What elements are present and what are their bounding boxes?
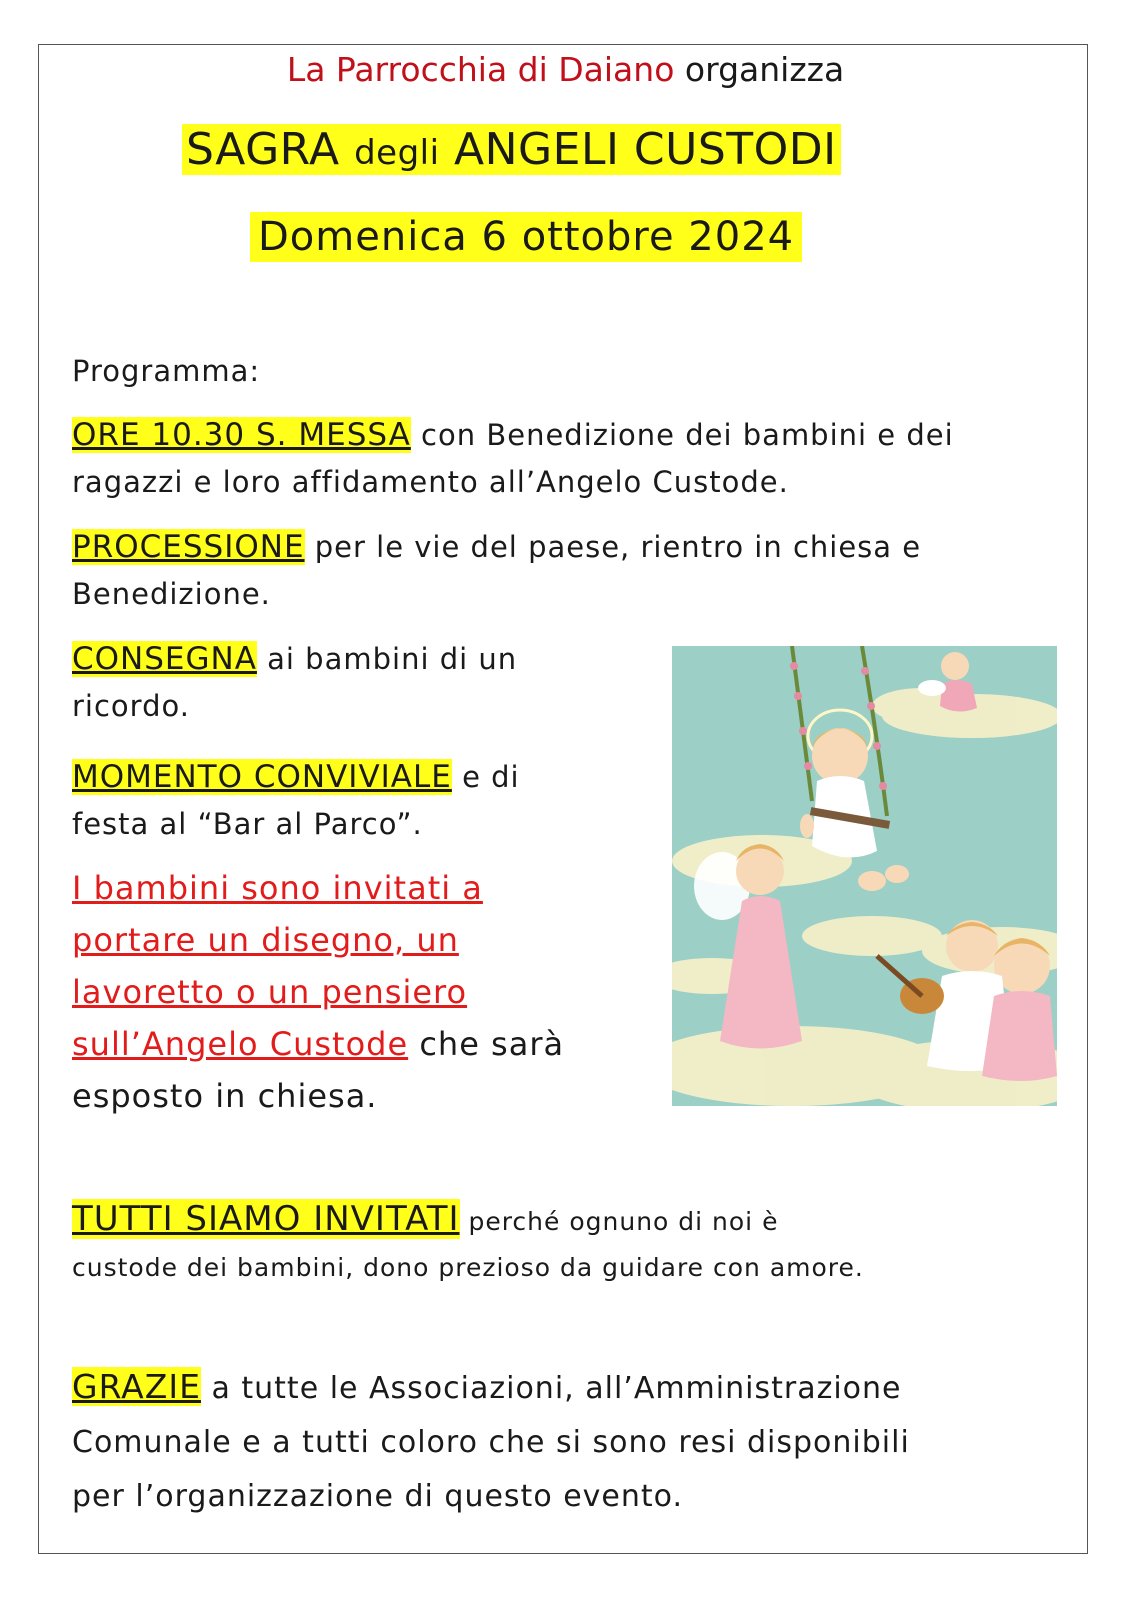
delivery-line1: ai bambini di un <box>256 642 518 676</box>
title-degli: degli <box>354 133 440 173</box>
invite-line5: esposto in chiesa. <box>72 1077 378 1115</box>
procession-line1: per le vie del paese, rientro in chiesa e <box>304 530 922 564</box>
mass-line1: con Benedizione dei bambini e dei <box>410 418 954 452</box>
all-invited-line1: perché ognuno di noi è <box>459 1207 779 1236</box>
guardian-angels-illustration <box>672 646 1057 1106</box>
thanks-keyword: GRAZIE <box>72 1367 201 1406</box>
invite-line4-rest: che sarà <box>408 1025 565 1063</box>
program-item-convivial <box>72 754 652 848</box>
invite-line4-red: sull’Angelo Custode <box>72 1025 409 1063</box>
program-item-mass <box>72 412 1032 506</box>
delivery-keyword: CONSEGNA <box>72 641 257 677</box>
invite-line3: lavoretto o un pensiero <box>72 973 468 1011</box>
event-date: Domenica 6 ottobre 2024 <box>250 212 802 262</box>
convivial-line2: festa al “Bar al Parco”. <box>72 807 423 841</box>
invite-line2: portare un disegno, un <box>72 921 459 959</box>
event-title <box>182 124 841 175</box>
invite-line1: I bambini sono invitati a <box>72 869 483 907</box>
thanks-line1: a tutte le Associazioni, all’Amministrazione <box>200 1371 902 1406</box>
thanks-line3: per l’organizzazione di questo evento. <box>72 1479 684 1514</box>
children-invite <box>72 862 652 1122</box>
parish-name: La Parrocchia di Daiano <box>286 50 675 89</box>
organizes-text: organizza <box>684 50 845 89</box>
mass-line2: ragazzi e loro affidamento all’Angelo Custode. <box>72 465 789 499</box>
procession-line2: Benedizione. <box>72 577 271 611</box>
all-invited-keyword: TUTTI SIAMO INVITATI <box>72 1199 460 1239</box>
title-sagra: SAGRA <box>186 124 340 175</box>
thanks-line2: Comunale e a tutti coloro che si sono resi disponibili <box>72 1425 910 1460</box>
convivial-line1: e di <box>451 760 520 794</box>
all-invited-line2: custode dei bambini, dono prezioso da guidare con amore. <box>72 1253 864 1282</box>
procession-keyword: PROCESSIONE <box>72 529 305 565</box>
delivery-line2: ricordo. <box>72 689 190 723</box>
title-angeli-custodi: ANGELI CUSTODI <box>454 124 837 175</box>
program-heading: Programma: <box>72 354 261 388</box>
program-item-delivery <box>72 636 632 730</box>
all-invited-block <box>72 1196 1052 1291</box>
header-line <box>0 50 1131 89</box>
program-item-procession <box>72 524 1032 618</box>
thanks-block <box>72 1360 1062 1524</box>
mass-keyword: ORE 10.30 S. MESSA <box>72 417 411 453</box>
convivial-keyword: MOMENTO CONVIVIALE <box>72 759 452 795</box>
